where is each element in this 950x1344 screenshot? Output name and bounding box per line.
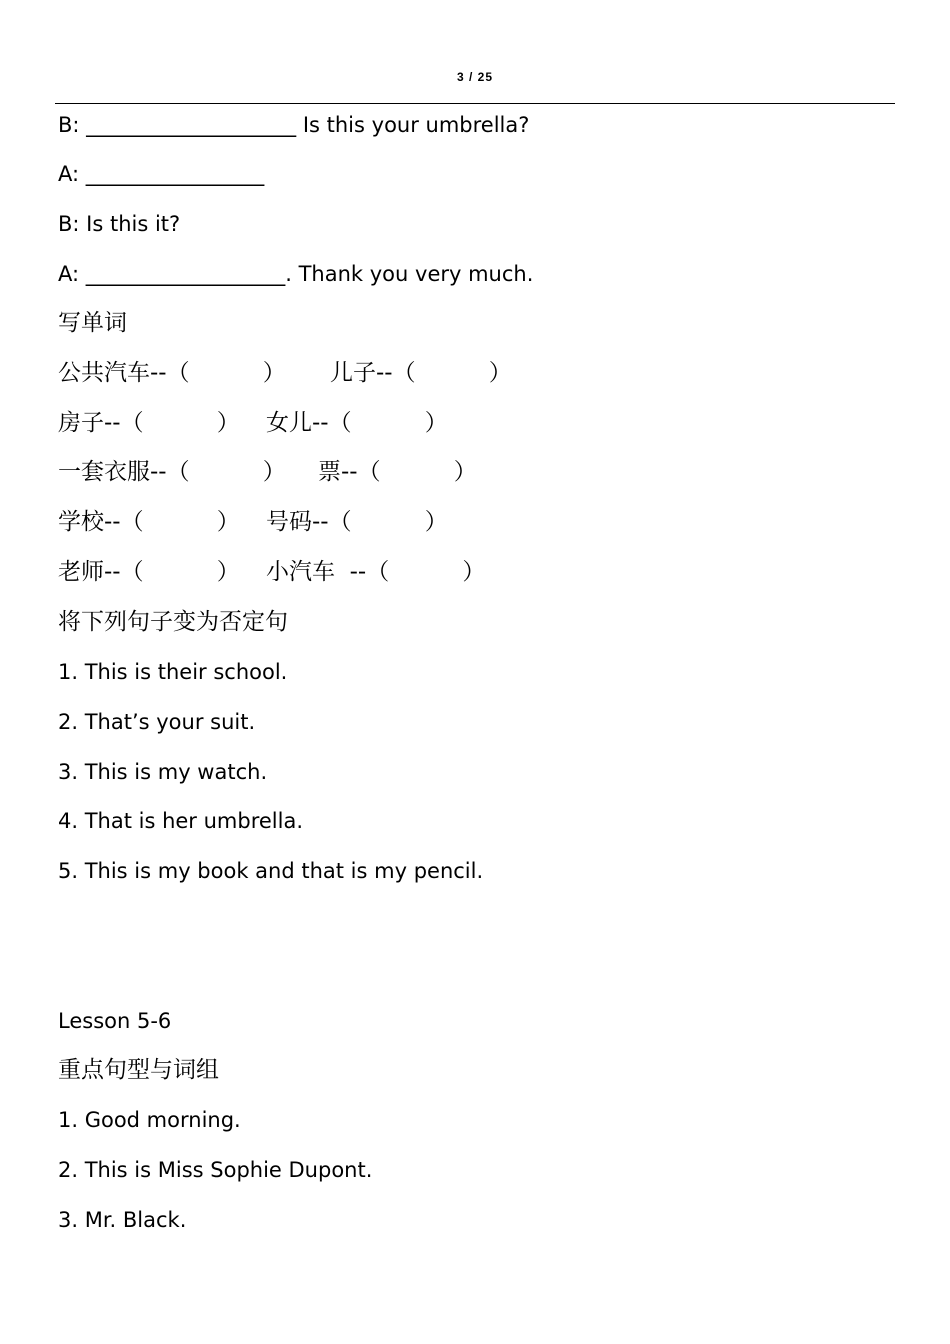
- word-prompt: 儿子--（ ）: [330, 360, 512, 386]
- lesson-item: 3. Mr. Black.: [58, 1208, 187, 1232]
- dialogue-line-1: B: ____________________ Is this your umbrella?: [58, 113, 530, 137]
- word-row: [58, 360, 918, 386]
- word-row: [58, 410, 918, 436]
- word-prompt: 小汽车 --（ ）: [266, 559, 486, 585]
- sentence-item: 2. That’s your suit.: [58, 710, 256, 734]
- dialogue-line-3: B: Is this it?: [58, 212, 181, 236]
- lesson-title: Lesson 5-6: [58, 1009, 172, 1033]
- page-number: 3 / 25: [456, 70, 494, 84]
- word-prompt: 公共汽车--（ ）: [58, 360, 286, 386]
- word-prompt: 学校--（ ）: [58, 509, 240, 535]
- word-row: [58, 509, 918, 535]
- sentence-item: 5. This is my book and that is my pencil.: [58, 859, 484, 883]
- dialogue-line-2: A: _________________: [58, 162, 265, 186]
- word-prompt: 票--（ ）: [318, 459, 477, 485]
- word-prompt: 老师--（ ）: [58, 559, 240, 585]
- word-prompt: 号码--（ ）: [266, 509, 448, 535]
- negative-sentences-heading: 将下列句子变为否定句: [58, 609, 288, 635]
- lesson-item: 1. Good morning.: [58, 1108, 241, 1132]
- dialogue-line-4: A: ___________________. Thank you very much.: [58, 262, 534, 286]
- word-row: [58, 559, 918, 585]
- sentence-item: 4. That is her umbrella.: [58, 809, 304, 833]
- word-prompt: 房子--（ ）: [58, 410, 240, 436]
- word-row: [58, 459, 918, 485]
- lesson-item: 2. This is Miss Sophie Dupont.: [58, 1158, 373, 1182]
- word-prompt: 女儿--（ ）: [266, 410, 448, 436]
- header-rule: [55, 103, 895, 104]
- word-prompt: 一套衣服--（ ）: [58, 459, 286, 485]
- lesson-subheading: 重点句型与词组: [58, 1057, 219, 1083]
- sentence-item: 1. This is their school.: [58, 660, 288, 684]
- sentence-item: 3. This is my watch.: [58, 760, 268, 784]
- write-words-heading: 写单词: [58, 310, 127, 336]
